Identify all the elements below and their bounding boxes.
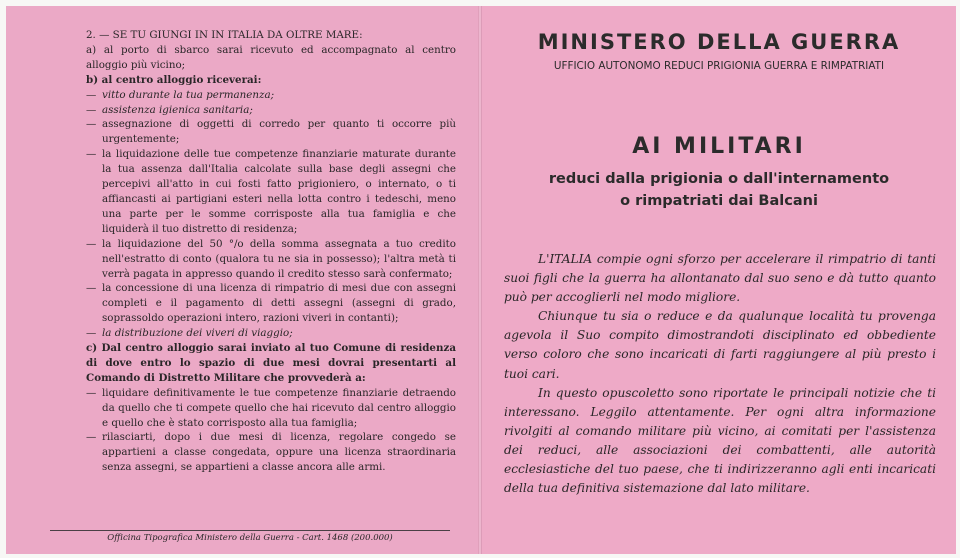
item-a: a) al porto di sbarco sarai ricevuto ed accompagnato al centro alloggio più vicino; <box>86 43 456 71</box>
subtitle-line-1: reduci dalla prigionia o dall'internamento <box>548 171 890 187</box>
b-item-health: — assistenza igienica sanitaria; <box>44 103 456 118</box>
office-subheading: UFFICIO AUTONOMO REDUCI PRIGIONIA GUERRA E RIMPATRIATI <box>553 60 885 72</box>
subtitle <box>482 168 956 212</box>
paragraph-3: In questo opuscoletto sono riportate le principali notizie che ti interessano. Leggilo attentamente. Per ogni altra informazione rivolgiti al comando militare più vicino, ai comitati per l'assistenza dei reduci, alle associazioni dei combattenti, alle autorità ecclesiastiche del tuo paese, che ti indirizzeranno agli enti incaricati della tua definitiva sistemazione dal lato militare. <box>504 385 936 496</box>
c-item-discharge: — rilasciarti, dopo i due mesi di licenza, regolare congedo se appartieni a classe congedata, oppure una licenza straordinaria senza assegni, se appartieni a classe ancora alle armi. <box>44 430 456 475</box>
b-item-liquidation: — la liquidazione delle tue competenze finanziarie maturate durante la tua assenza dall'Italia calcolate sulla base degli assegni che percepivi all'atto in cui fosti fatto prigioniero, o internato, o ti affiancasti ai partigiani esteri nella lotta contro i tedeschi, meno una parte per le somme corrisposte alla tua famiglia e che liquiderà il tuo distretto di residenza; <box>44 147 456 236</box>
b-item-board: — vitto durante la tua permanenza; <box>44 88 456 103</box>
printer-footer: Officina Tipografica Ministero della Guerra - Cart. 1468 (200.000) <box>50 530 450 543</box>
right-page <box>482 6 956 554</box>
b-item-rations: — la distribuzione dei viveri di viaggio; <box>44 326 456 341</box>
item-b: b) al centro alloggio riceverai: <box>86 73 262 86</box>
b-item-equipment: — assegnazione di oggetti di corredo per quanto ti occorre più urgentemente; <box>44 117 456 147</box>
item-c: c) Dal centro alloggio sarai inviato al tuo Comune di residenza di dove entro lo spazio di due mesi dovrai presentarti al Comando di Distretto Militare che provvederà a: <box>86 342 456 384</box>
left-page-text <box>44 28 456 475</box>
subtitle-line-2: o rimpatriati dai Balcani <box>620 193 818 209</box>
section-heading: 2. — SE TU GIUNGI IN IN ITALIA DA OLTRE MARE: <box>86 29 363 41</box>
main-title: AI MILITARI <box>632 134 806 159</box>
leaflet <box>6 6 956 554</box>
b-item-leave: — la concessione di una licenza di rimpatrio di mesi due con assegni completi e il pagamento di detti assegni (assegni di grado, soprassoldo operazioni intero, razioni viveri in contanti); <box>44 281 456 326</box>
b-item-credit: — la liquidazione del 50 °/o della somma assegnata a tuo credito nell'estratto di conto (qualora tu ne sia in possesso); l'altra metà ti verrà pagata in appresso quando il credito stesso sarà confermato; <box>44 237 456 282</box>
c-item-liquidate: — liquidare definitivamente le tue competenze finanziarie detraendo da quello che ti compete quello che hai ricevuto dal centro alloggio e quello che è stato corrisposto alla tua famiglia; <box>44 386 456 431</box>
intro-body <box>504 250 936 498</box>
paragraph-2: Chiunque tu sia o reduce e da qualunque località tu provenga agevola il Suo compito dimostrandoti disciplinato ed obbediente verso coloro che sono incaricati di farti raggiungere al più presto i tuoi cari. <box>504 309 936 381</box>
ministry-heading: MINISTERO DELLA GUERRA <box>537 30 901 54</box>
left-page <box>6 6 478 554</box>
paragraph-1: L'ITALIA compie ogni sforzo per accelerare il rimpatrio di tanti suoi figli che la guerra ha allontanato dal suo seno e dà tutto quanto può per accoglierli nel modo migliore. <box>504 252 936 305</box>
